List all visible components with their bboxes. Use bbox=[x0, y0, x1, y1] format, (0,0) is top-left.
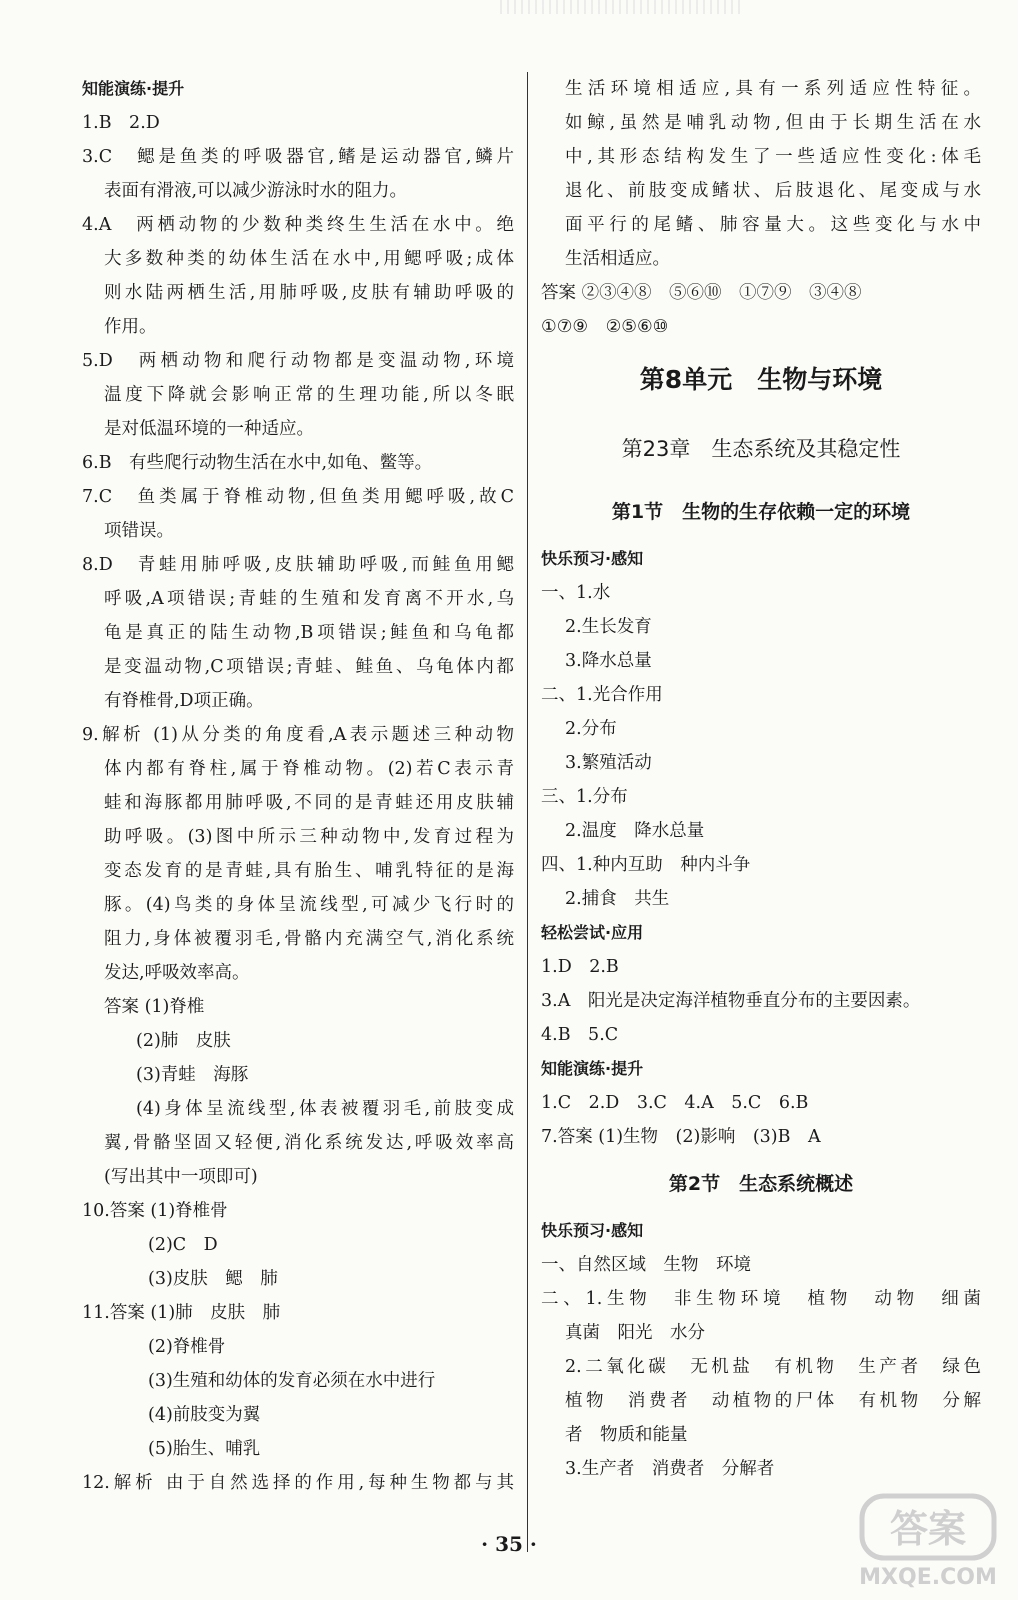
section-heading: 快乐预习·感知 bbox=[541, 1221, 644, 1240]
answer-line: 二、1.生物 非生物环境 植物 动物 细菌 bbox=[541, 1289, 981, 1309]
watermark-logo bbox=[838, 1492, 1008, 1592]
answer-line: 翼,骨骼坚固又轻便,消化系统发达,呼吸效率高 bbox=[104, 1133, 514, 1153]
answer-line: 2.生长发育 bbox=[565, 617, 652, 637]
answer-line: ①⑦⑨ ②⑤⑥⑩ bbox=[541, 317, 669, 337]
answer-line: 龟是真正的陆生动物,B项错误;鲑鱼和乌龟都 bbox=[104, 623, 514, 643]
answer-line: 5.D 两栖动物和爬行动物都是变温动物,环境 bbox=[82, 351, 514, 371]
unit-title: 第8单元 生物与环境 bbox=[639, 365, 883, 394]
answer-line: 7.C 鱼类属于脊椎动物,但鱼类用鳃呼吸,故C bbox=[82, 487, 514, 507]
answer-line: 生活环境相适应,具有一系列适应性特征。 bbox=[565, 79, 981, 99]
answer-line: 一、自然区域 生物 环境 bbox=[541, 1255, 751, 1275]
left-column bbox=[82, 72, 514, 1500]
section-heading: 知能演练·提升 bbox=[541, 1059, 644, 1078]
answer-line: 项错误。 bbox=[104, 521, 174, 541]
section-heading: 知能演练·提升 bbox=[82, 79, 185, 98]
answer-line: 4.B 5.C bbox=[541, 1025, 619, 1045]
answer-line: 是对低温环境的一种适应。 bbox=[104, 419, 314, 439]
answer-line: 四、1.种内互助 种内斗争 bbox=[541, 855, 751, 875]
answer-line: 1.C 2.D 3.C 4.A 5.C 6.B bbox=[541, 1093, 809, 1113]
answer-line: 有脊椎骨,D项正确。 bbox=[104, 691, 264, 711]
answer-line: 4.A 两栖动物的少数种类终生生活在水中。绝 bbox=[82, 215, 514, 235]
answer-line: 豚。(4)鸟类的身体呈流线型,可减少飞行时的 bbox=[104, 895, 514, 915]
answer-line: 表面有滑液,可以减少游泳时水的阻力。 bbox=[104, 181, 408, 201]
answer-line: 者 物质和能量 bbox=[565, 1425, 688, 1445]
answer-line: 9.解析 (1)从分类的角度看,A表示题述三种动物 bbox=[82, 725, 514, 745]
answer-line: 11.答案 (1)肺 皮肤 肺 bbox=[82, 1303, 281, 1323]
column-divider bbox=[527, 72, 528, 1552]
answer-line: 一、1.水 bbox=[541, 583, 611, 603]
answer-line: 真菌 阳光 水分 bbox=[565, 1323, 705, 1343]
scan-noise bbox=[500, 0, 740, 14]
answer-line: 2.温度 降水总量 bbox=[565, 821, 705, 841]
answer-line: 助呼吸。(3)图中所示三种动物中,发育过程为 bbox=[104, 827, 514, 847]
answer-line: (2)C D bbox=[148, 1235, 218, 1255]
answer-line: 6.B 有些爬行动物生活在水中,如龟、鳖等。 bbox=[82, 453, 433, 473]
answer-line: 体内都有脊柱,属于脊椎动物。(2)若C表示青 bbox=[104, 759, 514, 779]
answer-line: 阻力,身体被覆羽毛,骨骼内充满空气,消化系统 bbox=[104, 929, 514, 949]
answer-line: 三、1.分布 bbox=[541, 787, 628, 807]
answer-line: 1.D 2.B bbox=[541, 957, 619, 977]
answer-line: 3.生产者 消费者 分解者 bbox=[565, 1459, 775, 1479]
answer-line: 3.降水总量 bbox=[565, 651, 652, 671]
answer-line: (2)脊椎骨 bbox=[148, 1337, 226, 1357]
answer-line: 3.繁殖活动 bbox=[565, 753, 652, 773]
answer-line: 8.D 青蛙用肺呼吸,皮肤辅助呼吸,而鲑鱼用鳃 bbox=[82, 555, 514, 575]
answer-line: 2.捕食 共生 bbox=[565, 889, 670, 909]
answer-line: 大多数种类的幼体生活在水中,用鳃呼吸;成体 bbox=[104, 249, 514, 269]
watermark-word: 答案 bbox=[889, 1507, 967, 1551]
answer-line: 10.答案 (1)脊椎骨 bbox=[82, 1201, 228, 1221]
answer-line: 植物 消费者 动植物的尸体 有机物 分解 bbox=[565, 1391, 981, 1411]
answer-line: 呼吸,A项错误;青蛙的生殖和发育离不开水,乌 bbox=[104, 589, 514, 609]
answer-line: (3)皮肤 鳃 肺 bbox=[148, 1269, 278, 1289]
answer-line: 发达,呼吸效率高。 bbox=[104, 963, 250, 983]
answer-line: (3)青蛙 海豚 bbox=[136, 1065, 249, 1085]
answer-line: 1.B 2.D bbox=[82, 113, 160, 133]
answer-line: 中,其形态结构发生了一些适应性变化:体毛 bbox=[565, 147, 981, 167]
answer-line: 是变温动物,C项错误;青蛙、鲑鱼、乌龟体内都 bbox=[104, 657, 514, 677]
answer-line: (4)身体呈流线型,体表被覆羽毛,前肢变成 bbox=[136, 1099, 514, 1119]
answer-line: 蛙和海豚都用肺呼吸,不同的是青蛙还用皮肤辅 bbox=[104, 793, 514, 813]
answer-line: (2)肺 皮肤 bbox=[136, 1031, 231, 1051]
chapter-title: 第23章 生态系统及其稳定性 bbox=[621, 437, 901, 461]
section-heading: 快乐预习·感知 bbox=[541, 549, 644, 568]
answer-line: (3)生殖和幼体的发育必须在水中进行 bbox=[148, 1371, 436, 1391]
watermark-site: MXQE.COM bbox=[859, 1565, 997, 1590]
answer-line: 温度下降就会影响正常的生理功能,所以冬眠 bbox=[104, 385, 514, 405]
answer-line: 答案 ②③④⑧ ⑤⑥⑩ ①⑦⑨ ③④⑧ bbox=[541, 283, 862, 303]
answer-line: 答案 (1)脊椎 bbox=[104, 997, 205, 1017]
answer-line: 如鲸,虽然是哺乳动物,但由于长期生活在水 bbox=[565, 113, 981, 133]
answer-line: 作用。 bbox=[104, 317, 157, 337]
right-column bbox=[541, 72, 981, 1486]
answer-line: (5)胎生、哺乳 bbox=[148, 1439, 261, 1459]
section-title: 第1节 生物的生存依赖一定的环境 bbox=[611, 501, 911, 523]
answer-line: 二、1.光合作用 bbox=[541, 685, 663, 705]
answer-line: 则水陆两栖生活,用肺呼吸,皮肤有辅助呼吸的 bbox=[104, 283, 514, 303]
answer-line: 2.二氧化碳 无机盐 有机物 生产者 绿色 bbox=[565, 1357, 981, 1377]
page-number: · 35 · bbox=[481, 1532, 537, 1556]
answer-line: 变态发育的是青蛙,具有胎生、哺乳特征的是海 bbox=[104, 861, 514, 881]
answer-line: 面平行的尾鳍、肺容量大。这些变化与水中 bbox=[565, 215, 981, 235]
answer-line: 2.分布 bbox=[565, 719, 617, 739]
answer-line: 7.答案 (1)生物 (2)影响 (3)B A bbox=[541, 1127, 821, 1147]
section-heading: 轻松尝试·应用 bbox=[541, 923, 644, 942]
answer-line: (4)前肢变为翼 bbox=[148, 1405, 261, 1425]
answer-line: 12.解析 由于自然选择的作用,每种生物都与其 bbox=[82, 1473, 514, 1493]
answer-line: 3.C 鳃是鱼类的呼吸器官,鳍是运动器官,鳞片 bbox=[82, 147, 514, 167]
answer-line: 3.A 阳光是决定海洋植物垂直分布的主要因素。 bbox=[541, 991, 921, 1011]
answer-line: (写出其中一项即可) bbox=[104, 1167, 258, 1187]
section-title: 第2节 生态系统概述 bbox=[668, 1173, 854, 1195]
answer-line: 生活相适应。 bbox=[565, 249, 670, 269]
answer-line: 退化、前肢变成鳍状、后肢退化、尾变成与水 bbox=[565, 181, 981, 201]
